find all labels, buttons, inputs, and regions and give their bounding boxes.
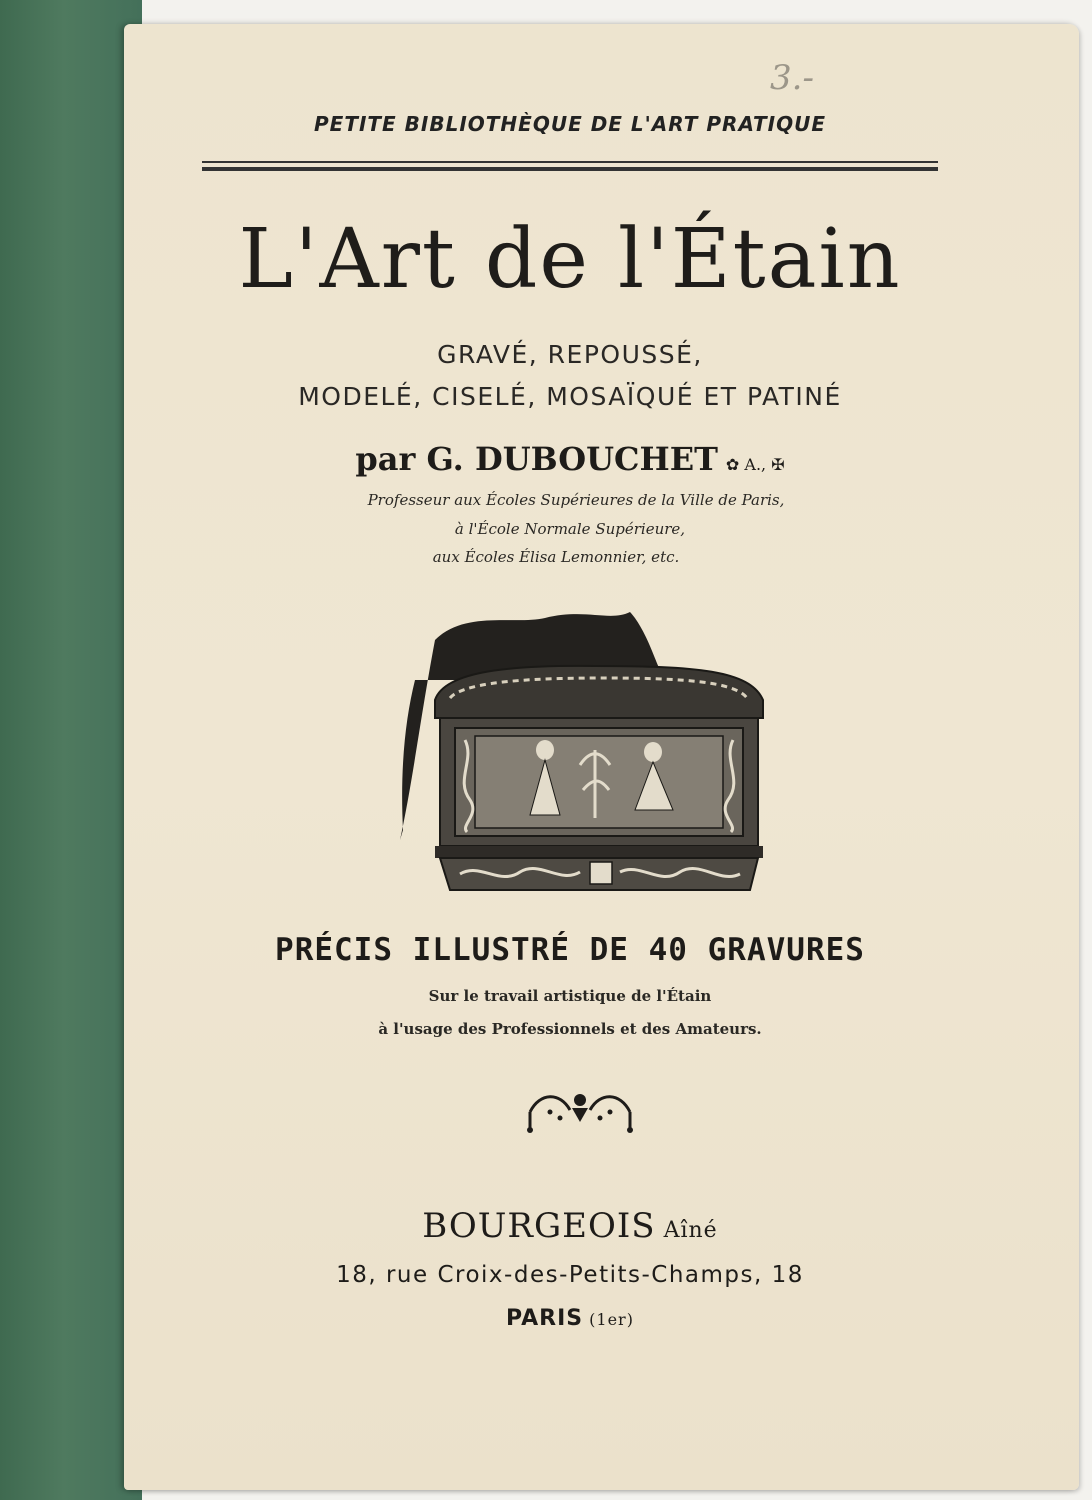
series-title: PETITE BIBLIOTHÈQUE DE L'ART PRATIQUE	[314, 112, 826, 136]
decoration-icons: ✿ A., ✠	[725, 455, 785, 474]
subtitle-line-1: GRAVÉ, REPOUSSÉ,	[437, 340, 703, 369]
credential-line-2: à l'École Normale Supérieure,	[454, 520, 686, 538]
precis-heading: PRÉCIS ILLUSTRÉ DE 40 GRAVURES	[275, 932, 865, 968]
thin-rule	[202, 161, 938, 163]
description-line-1: Sur le travail artistique de l'Étain	[428, 987, 712, 1005]
publisher-suffix: Aîné	[663, 1218, 718, 1243]
book-title: L'Art de l'Étain	[238, 212, 902, 307]
ornament-icon	[520, 1082, 640, 1138]
city-name: PARIS	[506, 1306, 584, 1331]
publisher-city	[200, 1306, 940, 1331]
thick-rule	[202, 167, 938, 171]
green-cover	[0, 0, 142, 1500]
credential-line-1: Professeur aux Écoles Supérieures de la Ville de Paris,	[367, 491, 785, 509]
credential-line-3: aux Écoles Élisa Lemonnier, etc.	[432, 548, 680, 566]
author-line	[200, 440, 940, 478]
pewter-chest-engraving	[395, 600, 780, 900]
publisher	[200, 1206, 940, 1246]
publisher-address: 18, rue Croix-des-Petits-Champs, 18	[336, 1262, 804, 1288]
arrondissement: (1er)	[589, 1310, 634, 1329]
pencil-price-mark: 3.-	[770, 58, 814, 98]
description-line-2: à l'usage des Professionnels et des Amateurs.	[378, 1020, 762, 1038]
author-name: par G. DUBOUCHET	[355, 440, 718, 478]
subtitle-line-2: MODELÉ, CISELÉ, MOSAÏQUÉ ET PATINÉ	[298, 382, 842, 411]
publisher-name: BOURGEOIS	[422, 1206, 656, 1246]
